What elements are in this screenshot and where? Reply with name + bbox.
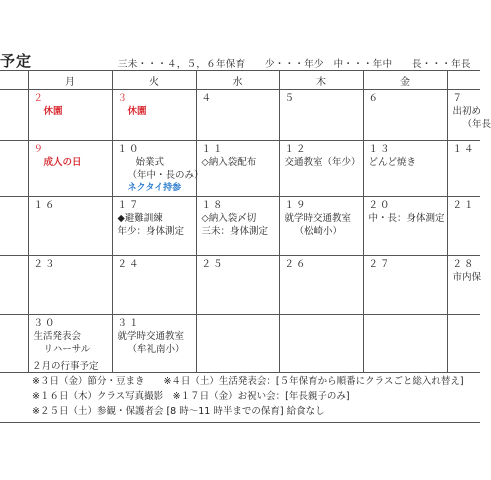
day-cell bbox=[363, 256, 447, 315]
event-text: 三未：身体測定 bbox=[201, 226, 269, 237]
day-cell bbox=[279, 256, 363, 315]
note-line: ※１６日（木）クラス写真撮影 ※１７日（金）お祝い会：[年長親子のみ] bbox=[32, 391, 350, 402]
week-row bbox=[0, 197, 480, 256]
weekday-header: 金 bbox=[363, 71, 447, 90]
grade-legend: 三未・・・４，５，６年保育 少・・・年少 中・・・年中 長・・・年長 bbox=[118, 59, 471, 70]
event-text: 休園 bbox=[43, 106, 63, 117]
day-cell bbox=[28, 141, 112, 197]
day-number: ９ bbox=[33, 144, 46, 155]
day-cell bbox=[196, 197, 279, 256]
day-cell bbox=[28, 90, 112, 141]
event-text: 生活発表会 bbox=[33, 331, 82, 342]
weekday-header: 月 bbox=[28, 71, 112, 90]
week-row bbox=[0, 90, 480, 141]
week-row bbox=[0, 141, 480, 197]
next-month-notes bbox=[0, 359, 480, 423]
event-text: 始業式 bbox=[135, 157, 165, 168]
event-text: （年長 bbox=[462, 119, 491, 130]
day-number: ２５ bbox=[201, 259, 225, 270]
day-cell bbox=[0, 197, 28, 256]
day-number: ２３ bbox=[33, 259, 57, 270]
day-cell bbox=[363, 90, 447, 141]
event-text: 中・長：身体測定 bbox=[368, 213, 445, 224]
event-text: 就学時交通教室 bbox=[117, 331, 185, 342]
day-number: ２７ bbox=[368, 259, 392, 270]
weekday-header bbox=[447, 71, 480, 90]
day-cell bbox=[28, 256, 112, 315]
day-number: １１ bbox=[201, 144, 225, 155]
day-number: １８ bbox=[201, 200, 225, 211]
weekday-header: 火 bbox=[112, 71, 196, 90]
day-cell bbox=[447, 256, 480, 315]
day-number: ２１ bbox=[452, 200, 476, 211]
event-text: 出初め bbox=[452, 106, 482, 117]
day-number: ２０ bbox=[368, 200, 392, 211]
day-cell bbox=[279, 141, 363, 197]
event-text: ◇納入袋配布 bbox=[201, 157, 257, 168]
day-cell bbox=[112, 256, 196, 315]
weekday-header: 木 bbox=[279, 71, 363, 90]
day-number: １７ bbox=[117, 200, 141, 211]
day-cell bbox=[0, 141, 28, 197]
day-number: １６ bbox=[33, 200, 57, 211]
day-number: １４ bbox=[452, 144, 476, 155]
event-text: 休園 bbox=[127, 106, 147, 117]
day-cell bbox=[279, 90, 363, 141]
day-cell bbox=[196, 256, 279, 315]
event-text: リハーサル bbox=[43, 344, 91, 355]
calendar-grid bbox=[0, 70, 491, 373]
day-cell bbox=[447, 90, 491, 141]
day-cell bbox=[112, 141, 204, 197]
day-number: １２ bbox=[284, 144, 308, 155]
day-number: １９ bbox=[284, 200, 308, 211]
day-cell bbox=[112, 90, 196, 141]
note-line: ※３日（金）節分・豆まき ※４日（土）生活発表会：[５年保育から順番にクラスごと総入れ替え] bbox=[32, 376, 464, 387]
event-text: ◇納入袋〆切 bbox=[201, 213, 257, 224]
day-cell bbox=[196, 90, 279, 141]
day-cell bbox=[447, 141, 480, 197]
day-number: ３ bbox=[117, 93, 130, 104]
day-number: ２６ bbox=[284, 259, 308, 270]
day-cell bbox=[363, 141, 447, 197]
day-cell bbox=[0, 90, 28, 141]
day-cell bbox=[363, 197, 447, 256]
event-text: 就学時交通教室 bbox=[284, 213, 352, 224]
event-text: ◆避難訓練 bbox=[117, 213, 163, 224]
day-cell bbox=[112, 197, 196, 256]
day-number: ２ bbox=[33, 93, 46, 104]
day-number: ７ bbox=[452, 93, 465, 104]
day-cell bbox=[447, 197, 480, 256]
day-number: ４ bbox=[201, 93, 214, 104]
weekday-header: 水 bbox=[196, 71, 279, 90]
day-number: ３０ bbox=[33, 318, 57, 329]
event-text: 成人の日 bbox=[43, 157, 82, 168]
day-number: １３ bbox=[368, 144, 392, 155]
day-number: ２８ bbox=[452, 259, 476, 270]
event-text: 年少：身体測定 bbox=[117, 226, 185, 237]
notes-heading: ２月の行事予定 bbox=[32, 361, 99, 372]
event-text: （牟礼南小） bbox=[127, 344, 185, 355]
event-text: 交通教室（年少） bbox=[284, 157, 361, 168]
day-number: ５ bbox=[284, 93, 297, 104]
week-row bbox=[0, 256, 480, 315]
event-text: どんど焼き bbox=[368, 157, 417, 168]
page-title: 予定 bbox=[0, 52, 33, 70]
day-number: ２４ bbox=[117, 259, 141, 270]
day-cell bbox=[279, 197, 363, 256]
event-text: （年中・長のみ） bbox=[127, 170, 204, 181]
day-number: ３１ bbox=[117, 318, 141, 329]
event-text: （松崎小） bbox=[294, 226, 343, 237]
weekday-header-row bbox=[0, 71, 480, 90]
note-line: ※２５日（土）参観・保護者会 [8 時～11 時半までの保育] 給食なし bbox=[32, 406, 325, 417]
day-number: １０ bbox=[117, 144, 141, 155]
day-number: ６ bbox=[368, 93, 381, 104]
day-cell bbox=[28, 197, 112, 256]
event-text: ネクタイ持参 bbox=[127, 183, 182, 193]
day-cell bbox=[0, 256, 28, 315]
day-cell bbox=[196, 141, 279, 197]
event-text: 市内保 bbox=[452, 272, 482, 283]
weekday-header bbox=[0, 71, 28, 90]
